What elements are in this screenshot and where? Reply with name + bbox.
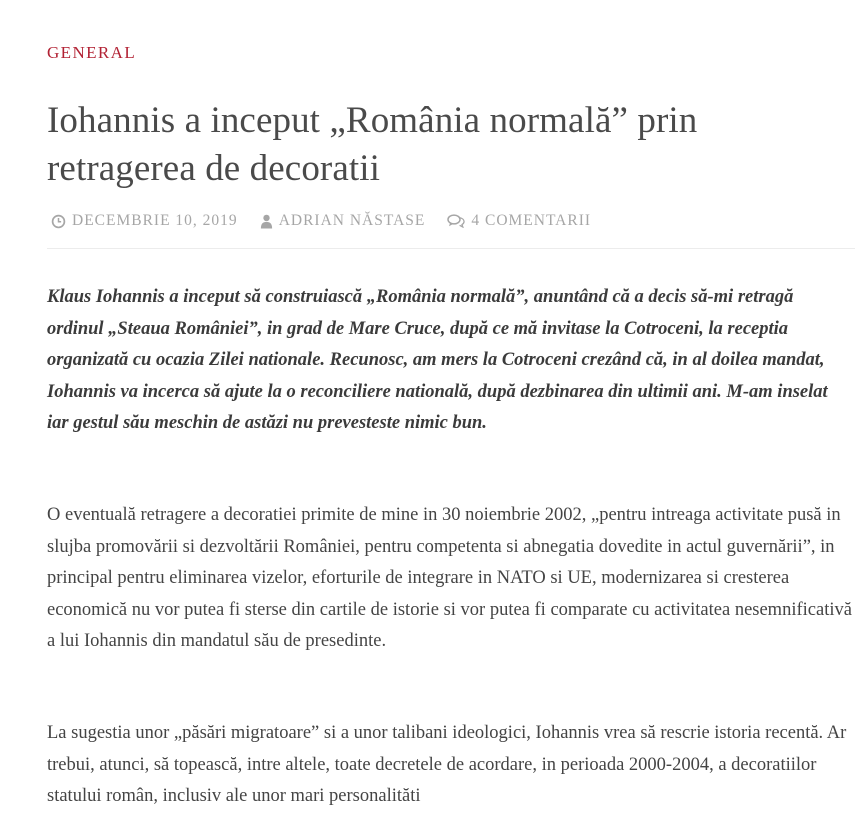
post-date[interactable] — [51, 212, 238, 230]
comments-icon — [447, 214, 465, 228]
category-link[interactable]: GENERAL — [47, 43, 137, 62]
user-icon — [260, 214, 273, 229]
meta-divider — [47, 248, 855, 249]
post-author[interactable] — [260, 212, 426, 230]
lead-paragraph: Klaus Iohannis a inceput să construiască „România normală”, anuntând că a decis să-mi retragă ordinul „Steaua României”, in grad de Mare Cruce, după ce mă invitase la Cotroceni, la receptia organizată cu ocazia Zilei nationale. Recunosc, am mers la Cotroceni crezând că, in al doilea mandat, Iohannis va incerca să ajute la o reconciliere natională, după dezbinarea din ultimii ani. M-am inselat iar gestul său meschin de astăzi nu prevesteste nimic bun. — [47, 287, 828, 433]
body-paragraph: La sugestia unor „păsări migratoare” si a unor talibani ideologici, Iohannis vrea să rescrie istoria recentă. Ar trebui, atunci, să topească, intre altele, toate decretele de acordare, in perioada 2000-2004, a decoratiilor statului român, inclusiv ale unor mari personalităti — [47, 723, 847, 806]
post-meta — [51, 212, 613, 230]
post-date-text: DECEMBRIE 10, 2019 — [72, 212, 238, 229]
post-comments[interactable] — [447, 212, 591, 230]
post-comments-text: 4 COMENTARII — [471, 212, 592, 229]
post-author-text: ADRIAN NĂSTASE — [278, 212, 426, 229]
clock-icon — [51, 214, 66, 229]
body-paragraph: O eventuală retragere a decoratiei primite de mine in 30 noiembrie 2002, „pentru intreaga activitate pusă in slujba promovării si dezvoltării României, pentru competenta si abnegatia dovedite in actul guvernării”, in principal pentru eliminarea vizelor, eforturile de integrare in NATO si UE, modernizarea si cresterea economică nu vor putea fi sterse din cartile de istorie si vor putea fi comparate cu activitatea nesemnificativă a lui Iohannis din mandatul său de presedinte. — [47, 505, 852, 651]
post-title: Iohannis a inceput „România normală” prin retragerea de decoratii — [47, 100, 698, 189]
